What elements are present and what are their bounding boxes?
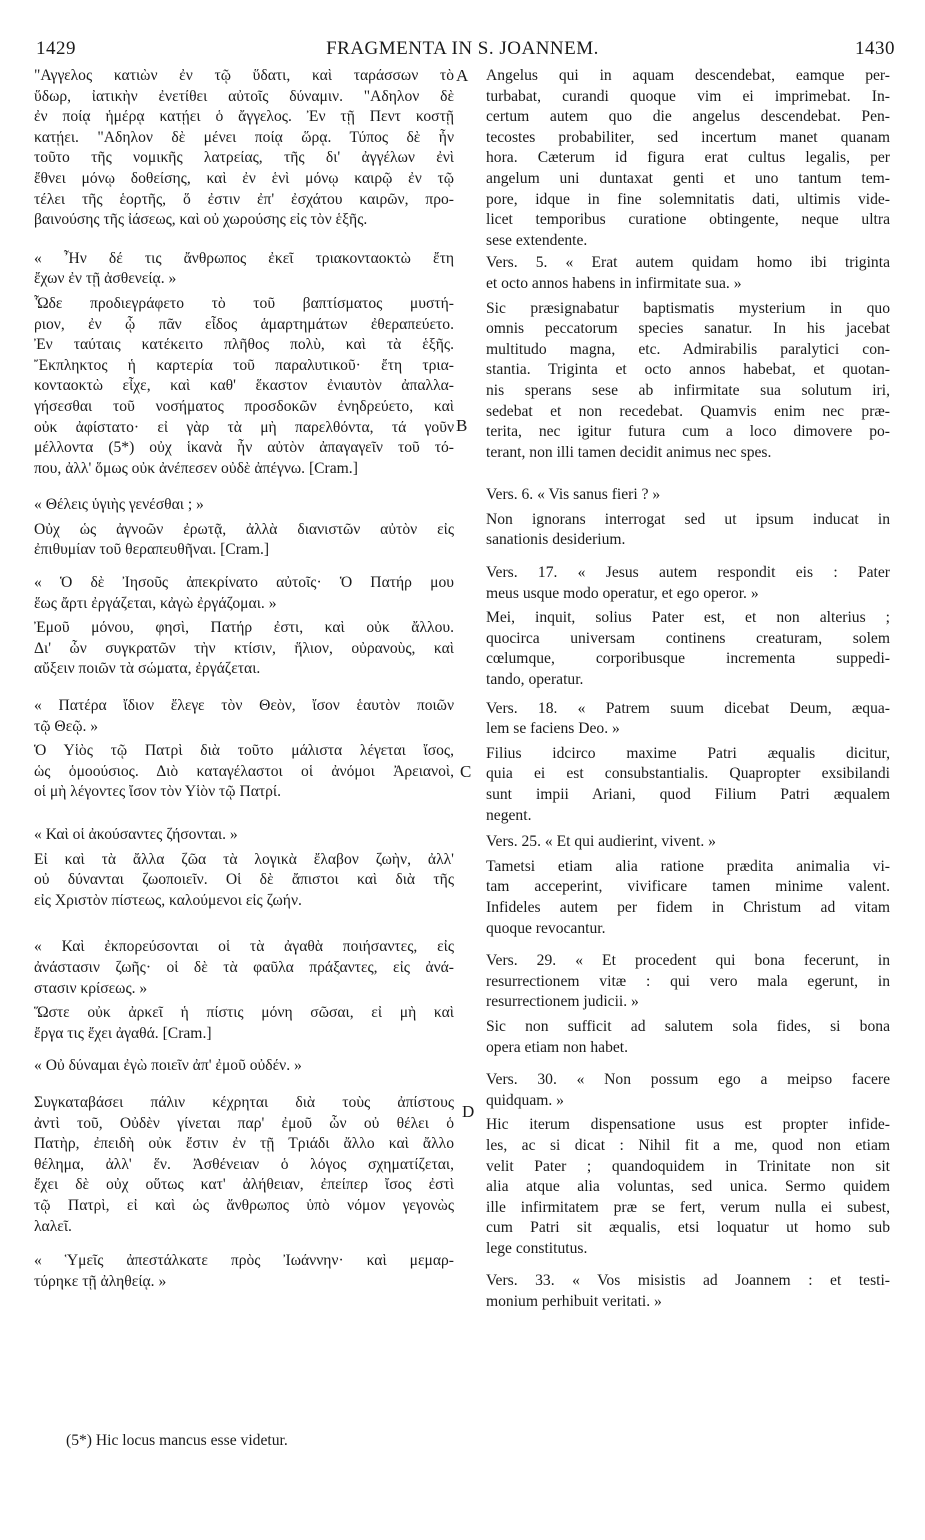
margin-marker-d: D: [462, 1102, 475, 1121]
text-line: ἐπιθυμίαν τοῦ θεραπευθῆναι. [Cram.]: [34, 541, 270, 559]
text-line: ἔχων ἐν τῇ ἀσθενείᾳ. »: [34, 270, 177, 288]
text-line: ἐν ποίᾳ ἡμέρᾳ κατῄει ὁ ἄγγελος. Ἐν τῇ Πεντ κοστῇ: [34, 108, 454, 126]
paragraph-spacer: [486, 691, 890, 699]
text-line: Ὥστε οὐκ ἀρκεῖ ἡ πίστις μόνη σῶσαι, εἰ μὴ καὶ: [34, 1004, 454, 1022]
paragraph: [486, 253, 890, 294]
text-line: οἱ μὴ λέγοντες ἴσον τὸν Υἱὸν τῷ Πατρί.: [34, 783, 282, 801]
paragraph: [34, 1003, 454, 1044]
paragraph-spacer: [34, 680, 454, 696]
paragraph-spacer: [34, 479, 454, 495]
paragraph-spacer: [34, 803, 454, 825]
text-line: Sic non sufficit ad salutem sola fides, si bona: [486, 1017, 890, 1035]
text-line: Ὧδε προδιεγράφετο τὸ τοῦ βαπτίσματος μυστή-: [34, 294, 454, 312]
paragraph: [34, 1093, 454, 1237]
text-line: Ἐμοῦ μόνου, φησὶ, Πατήρ ἐστι, καὶ οὐκ ἄλλου.: [34, 619, 454, 637]
text-line: resurrectionem vitæ : qui vero mala egerunt, in: [486, 972, 890, 990]
margin-marker-a: A: [456, 66, 469, 85]
paragraph: [486, 510, 890, 551]
paragraph: [34, 249, 454, 290]
text-line: Εἰ καὶ τὰ ἄλλα ζῶα τὰ λογικὰ ἔλαβον ζωὴν, ἀλλ': [34, 850, 454, 868]
text-line: omnis peccatorum species sanatur. In his jacebat: [486, 320, 890, 338]
text-line: Συγκαταβάσει πάλιν κέχρηται διὰ τοὺς ἀπίστους: [34, 1093, 454, 1111]
paragraph: [486, 832, 890, 853]
text-line: ριον, ἐν ᾧ πᾶν εἶδος ἁμαρτημάτων ἐθεραπεύετο.: [34, 315, 454, 333]
text-line: Non ignorans interrogat sed ut ipsum inducat in: [486, 510, 890, 528]
text-line: quocirca universam continens creaturam, solem: [486, 629, 890, 647]
text-line: ὡς ὁμοούσιος. Διὸ καταγέλαστοι οἱ ἀνόμοι Ἀρειανοὶ,: [34, 762, 454, 780]
text-line: Vers. 30. « Non possum ego a meipso facere: [486, 1071, 890, 1089]
paragraph: [34, 937, 454, 999]
text-line: τῷ Πατρὶ, εἰ καὶ ὡς ἄνθρωπος ὑπὸ νόμον γεγονὼς: [34, 1196, 454, 1214]
text-line: Sic præsignabatur baptismatis mysterium in quo: [486, 299, 890, 317]
text-line: lem se faciens Deo. »: [486, 720, 620, 738]
text-line: tecostes probabiliter, sed incertum manet quanam: [486, 128, 890, 146]
text-line: quidquam. »: [486, 1091, 564, 1109]
paragraph: [486, 699, 890, 740]
text-line: οὐ δύνανται ζωοποιεῖν. Οἱ δὲ ἄπιστοι καὶ διὰ τῆς: [34, 871, 454, 889]
text-line: που, ἀλλ' ὅμως οὐκ ἀνέπεσεν οὐδὲ ἀπέγνω. [Cram.]: [34, 459, 358, 477]
paragraph: [486, 563, 890, 604]
text-line: negent.: [486, 806, 532, 824]
paragraph-spacer: [34, 1237, 454, 1251]
text-line: meus usque modo operatur, et ego operor. »: [486, 584, 759, 602]
page-number-left: 1429: [36, 38, 76, 59]
paragraph: [34, 1056, 454, 1077]
paragraph: [34, 495, 454, 516]
text-line: στασιν κρίσεως. »: [34, 979, 148, 997]
text-line: « Θέλεις ὑγιὴς γενέσθαι ; »: [34, 496, 204, 514]
text-line: multitudo magna, etc. Admirabilis paralytici con-: [486, 340, 890, 358]
paragraph: [34, 850, 454, 912]
text-line: turbabat, curandi quoque vim ei imprimebat. In-: [486, 87, 890, 105]
page-number-right: 1430: [855, 38, 895, 59]
text-line: Ἔκπληκτος ἡ καρτερία τοῦ παραλυτικοῦ· ἔτη τρια-: [34, 356, 454, 374]
latin-column: [486, 66, 890, 1313]
text-line: μέλλοντα (5*) οὐχ ἱκανὰ ἦν αὐτὸν ἀπαγαγεῖν τοῦ τό-: [34, 439, 454, 457]
text-line: tam acceperint, vivificare tamen minime valent.: [486, 878, 890, 896]
paragraph: [34, 741, 454, 803]
text-line: Οὐχ ὡς ἀγνοῶν ἐρωτᾷ, ἀλλὰ διανιστῶν αὐτὸν εἰς: [34, 520, 454, 538]
text-line: λαλεῖ.: [34, 1217, 72, 1235]
page-header: [30, 38, 895, 64]
text-line: ἀνάστασιν ζωῆς· οἱ δὲ τὰ φαῦλα πράξαντες, εἰς ἀνά-: [34, 958, 454, 976]
text-line: τῷ Θεῷ. »: [34, 717, 99, 735]
text-line: certum autem quo die angelus descendebat. Pen-: [486, 108, 890, 126]
text-line: Hic iterum dispensatione usus est propter infide-: [486, 1116, 890, 1134]
text-line: τοῦτο τῆς νομικῆς λατρείας, τῆς δι' ἀγγέλων ἐνὶ: [34, 149, 454, 167]
paragraph-spacer: [34, 231, 454, 249]
text-line: nis sperans sese ab infirmitate sua solutum iri,: [486, 381, 890, 399]
text-line: opera etiam non habet.: [486, 1038, 629, 1056]
text-line: quia ei est consubstantialis. Quapropter exsibilandi: [486, 765, 890, 783]
text-line: τέλει τῆς ἑορτῆς, ὅ ἐστιν ἐπ' ἐσχάτου καιρῶν, προ-: [34, 190, 454, 208]
text-line: terita, nec igitur futura cum a loco dimovere po-: [486, 423, 890, 441]
text-line: « Καὶ οἱ ἀκούσαντες ζήσονται. »: [34, 826, 238, 843]
text-line: Ὁ Υἱὸς τῷ Πατρὶ διὰ τοῦτο μάλιστα λέγεται ἴσος,: [34, 742, 454, 760]
paragraph-spacer: [486, 551, 890, 563]
paragraph-spacer: [486, 1259, 890, 1271]
text-line: τύρηκε τῇ ἀληθείᾳ. »: [34, 1272, 167, 1290]
paragraph: [486, 951, 890, 1013]
text-line: « Καὶ ἐκπορεύσονται οἱ τὰ ἀγαθὰ ποιήσαντες, εἰς: [34, 938, 454, 956]
text-line: Angelus qui in aquam descendebat, eamque per-: [486, 67, 890, 84]
paragraph: [486, 1115, 890, 1259]
text-line: Vers. 33. « Vos misistis ad Joannem : et testi-: [486, 1272, 890, 1290]
text-line: οὐκ ἀφίστατο· εἰ γὰρ τὰ μὴ παρελθόντα, τά γοῦν: [34, 418, 454, 436]
text-line: angelum uni duntaxat genti et uno tantum tem-: [486, 169, 890, 187]
paragraph: [34, 294, 454, 479]
paragraph-spacer: [486, 463, 890, 485]
text-line: tando, operatur.: [486, 671, 584, 689]
paragraph-spacer: [34, 1044, 454, 1056]
paragraph-spacer: [486, 939, 890, 951]
text-line: γήσεσθαι τοῦ νοσήματος προσδοκῶν ἐνηδρεύετο, καὶ: [34, 397, 454, 415]
text-line: αὔξειν ποιῶν τὰ σώματα, ἐργάζεται.: [34, 660, 261, 678]
paragraph-spacer: [34, 1077, 454, 1093]
running-title: FRAGMENTA IN S. JOANNEM.: [326, 38, 599, 59]
paragraph: [486, 1271, 890, 1312]
margin-marker-c: C: [460, 762, 472, 781]
text-line: Vers. 29. « Et procedent qui bona fecerunt, in: [486, 952, 890, 970]
paragraph: [486, 744, 890, 826]
text-line: terant, non illi tamen decidit animus nec spes.: [486, 443, 772, 461]
text-line: « Ὑμεῖς ἀπεστάλκατε πρὸς Ἰωάννην· καὶ μεμαρ-: [34, 1252, 454, 1270]
paragraph: [34, 825, 454, 846]
text-line: quoque revocantur.: [486, 919, 606, 937]
text-line: Filius idcirco maxime Patri æqualis dicitur,: [486, 744, 890, 762]
paragraph: [486, 1070, 890, 1111]
paragraph: [34, 66, 454, 231]
paragraph: [486, 485, 890, 506]
paragraph: [486, 608, 890, 690]
paragraph: [34, 520, 454, 561]
text-line: pore, idque in fine solemnitatis dati, ultimis vide-: [486, 190, 890, 208]
text-line: stantia. Triginta et octo annos habebat, et quotan-: [486, 361, 890, 379]
text-line: cœlumque, corporibusque incrementa suppedi-: [486, 650, 890, 668]
text-line: lege constitutus.: [486, 1239, 588, 1257]
text-line: licet temporibus curatione obtingente, neque ultra: [486, 211, 890, 229]
paragraph: [34, 618, 454, 680]
text-line: sedebat et non recedebat. Quamvis enim nec præ-: [486, 402, 890, 420]
text-line: hora. Cæterum id figura erat cultus legalis, per: [486, 149, 890, 167]
text-line: « Ἦν δέ τις ἄνθρωπος ἐκεῖ τριακονταοκτὼ ἔτη: [34, 249, 454, 267]
text-line: κονταοκτὼ εἶχε, καὶ καθ' ἕκαστον ἐνιαυτὸν ἀπαλλα-: [34, 377, 454, 395]
paragraph-spacer: [34, 911, 454, 937]
margin-marker-b: B: [456, 416, 468, 435]
text-line: Ἐν ταύταις κατέκειτο πλῆθος πολὺ, καὶ τὰ ἑξῆς.: [34, 336, 454, 354]
text-line: Vers. 18. « Patrem suum dicebat Deum, æqua-: [486, 699, 890, 717]
text-line: sanationis desiderium.: [486, 531, 626, 549]
paragraph: [486, 66, 890, 251]
text-line: les, ac si dicat : Nihil fit a me, quod non etiam: [486, 1136, 890, 1154]
text-line: ἔργα τις ἔχει ἀγαθά. [Cram.]: [34, 1024, 212, 1042]
text-line: monium perhibuit veritati. »: [486, 1293, 662, 1311]
text-line: velit Pater ; quandoquidem in Trinitate non sit: [486, 1157, 890, 1175]
text-line: Πατὴρ, ἐπειδὴ οὐκ ἔστιν ἐν τῇ Τριάδι ἄλλο καὶ ἄλλο: [34, 1135, 454, 1153]
text-line: Mei, inquit, solius Pater est, et non alterius ;: [486, 609, 890, 627]
paragraph: [34, 696, 454, 737]
text-line: Vers. 17. « Jesus autem respondit eis : Pater: [486, 564, 890, 582]
text-line: ἀντὶ τοῦ, Οὐδὲν γίνεται παρ' ἐμοῦ ὧν οὐ θέλει ὁ: [34, 1114, 454, 1132]
text-line: resurrectionem judicii. »: [486, 993, 639, 1011]
text-line: sese extendente.: [486, 231, 588, 249]
paragraph: [34, 573, 454, 614]
text-line: cum Patri sit æqualis, etsi loquatur ut homo sub: [486, 1219, 890, 1237]
text-line: ἔθνει μόνῳ δοθείσης, καὶ ἐν ἑνὶ μόνῳ καιρῷ ἐν τῷ: [34, 169, 454, 187]
text-line: βαινούσης τῆς ἰάσεως, καὶ οὐ χωρούσης εἰς τὸν ἑξῆς.: [34, 211, 368, 229]
text-line: « Πατέρα ἴδιον ἔλεγε τὸν Θεὸν, ἴσον ἑαυτὸν ποιῶν: [34, 697, 454, 715]
text-line: « Οὐ δύναμαι ἐγὼ ποιεῖν ἀπ' ἐμοῦ οὐδέν. »: [34, 1057, 302, 1075]
paragraph: [486, 299, 890, 464]
footnote: (5*) Hic locus mancus esse videtur.: [66, 1432, 288, 1449]
text-line: εἰς Χριστὸν πίστεως, καλούμενοι εἰς ζωήν.: [34, 891, 302, 909]
paragraph: [486, 857, 890, 939]
text-line: ἔχει δὲ οὐχ οὕτως κατ' ἀλήθειαν, ἐπείπερ ἴσος ἐστὶ: [34, 1176, 454, 1194]
greek-column: [34, 66, 454, 1292]
text-line: "Αγγελος κατιὼν ἐν τῷ ὕδατι, καὶ ταράσσων τὸ: [34, 67, 454, 84]
text-line: Infideles autem per fidem in Christum ad vitam: [486, 898, 890, 916]
text-line: κατῄει. "Αδηλον δὲ μένει ποίᾳ ὥρᾳ. Τύπος δὲ ἦν: [34, 128, 454, 146]
text-line: Δι' ὧν συγκρατῶν τὴν κτίσιν, ἥλιον, οὐρανοὺς, καὶ: [34, 639, 454, 657]
text-line: ille infirmitatem præ se fert, verum nulla ei subest,: [486, 1198, 890, 1216]
text-line: ὕδωρ, ἰατικὴν ἐνετίθει αὐτοῖς δύναμιν. "Αδηλον δὲ: [34, 87, 454, 105]
text-line: ἕως ἄρτι ἐργάζεται, κἀγὼ ἐργάζομαι. »: [34, 594, 277, 612]
paragraph-spacer: [486, 1058, 890, 1070]
text-line: Vers. 5. « Erat autem quidam homo ibi triginta: [486, 254, 890, 272]
text-line: Tametsi etiam alia ratione prædita animalia vi-: [486, 857, 890, 875]
text-line: θέλημα, ἀλλ' ἕν. Ἀσθένειαν ὁ λόγος σχηματίζεται,: [34, 1155, 454, 1173]
paragraph-spacer: [34, 561, 454, 573]
text-line: Vers. 25. « Et qui audierint, vivent. »: [486, 833, 716, 851]
text-line: « Ὁ δὲ Ἰησοῦς ἀπεκρίνατο αὐτοῖς· Ὁ Πατήρ μου: [34, 574, 454, 592]
paragraph: [34, 1251, 454, 1292]
paragraph: [486, 1017, 890, 1058]
text-line: sunt impii Ariani, quod Filium Patri æqualem: [486, 786, 890, 803]
text-line: alia atque alia voluntas, sed unica. Sermo quidem: [486, 1178, 890, 1196]
text-line: Vers. 6. « Vis sanus fieri ? »: [486, 486, 661, 504]
text-line: et octo annos habens in infirmitate sua. »: [486, 274, 742, 292]
